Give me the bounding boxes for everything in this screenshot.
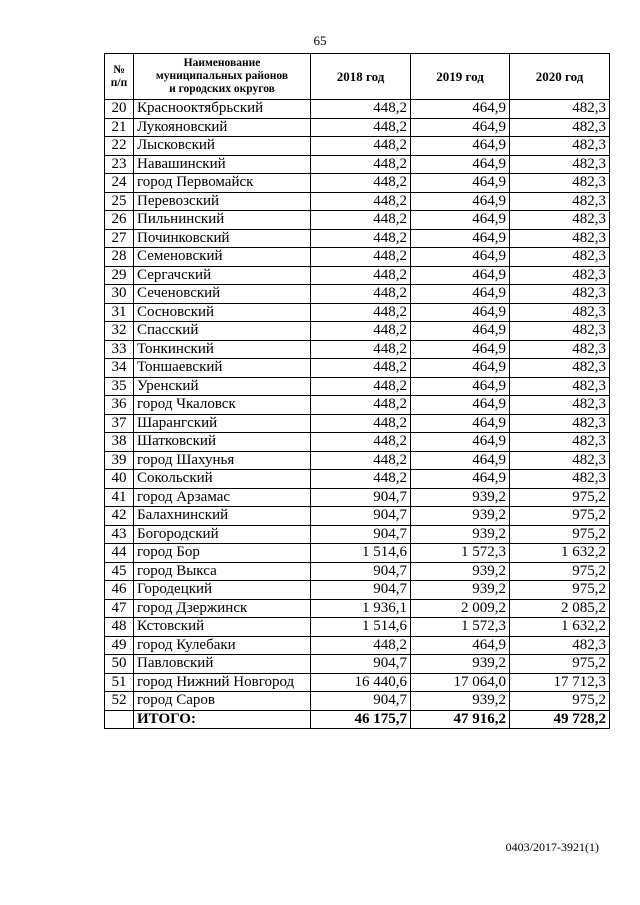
row-value-2020: 482,3 <box>510 451 610 470</box>
row-value-2018: 448,2 <box>311 137 411 156</box>
table-row <box>105 525 610 544</box>
row-value-2019: 464,9 <box>411 470 510 489</box>
row-name: Краснооктябрьский <box>134 100 311 119</box>
row-name: город Бор <box>134 544 311 563</box>
row-value-2018: 448,2 <box>311 377 411 396</box>
row-value-2020: 482,3 <box>510 137 610 156</box>
row-value-2018: 904,7 <box>311 488 411 507</box>
row-name: Семеновский <box>134 248 311 267</box>
row-value-2020: 1 632,2 <box>510 544 610 563</box>
row-value-2019: 464,9 <box>411 285 510 304</box>
header-2019: 2019 год <box>411 54 510 100</box>
row-number: 44 <box>105 544 134 563</box>
row-value-2019: 464,9 <box>411 396 510 415</box>
table-row <box>105 377 610 396</box>
row-value-2019: 1 572,3 <box>411 544 510 563</box>
table-row <box>105 100 610 119</box>
row-name: Балахнинский <box>134 507 311 526</box>
row-value-2018: 448,2 <box>311 155 411 174</box>
row-number: 23 <box>105 155 134 174</box>
row-value-2019: 464,9 <box>411 211 510 230</box>
row-number: 52 <box>105 692 134 711</box>
row-value-2019: 464,9 <box>411 433 510 452</box>
row-value-2020: 482,3 <box>510 470 610 489</box>
table-row <box>105 229 610 248</box>
total-row <box>105 710 610 729</box>
row-value-2018: 448,2 <box>311 285 411 304</box>
total-2019: 47 916,2 <box>411 710 510 729</box>
table-row <box>105 174 610 193</box>
row-number: 27 <box>105 229 134 248</box>
row-value-2019: 464,9 <box>411 192 510 211</box>
table-row <box>105 433 610 452</box>
row-number: 46 <box>105 581 134 600</box>
row-value-2018: 1 514,6 <box>311 544 411 563</box>
row-number: 42 <box>105 507 134 526</box>
row-value-2020: 482,3 <box>510 266 610 285</box>
row-value-2018: 448,2 <box>311 174 411 193</box>
table-row <box>105 137 610 156</box>
table-row <box>105 655 610 674</box>
row-name: город Дзержинск <box>134 599 311 618</box>
table-row <box>105 340 610 359</box>
row-value-2020: 975,2 <box>510 692 610 711</box>
row-number: 50 <box>105 655 134 674</box>
row-value-2020: 1 632,2 <box>510 618 610 637</box>
row-value-2020: 975,2 <box>510 507 610 526</box>
header-number: № п/п <box>105 54 134 100</box>
table-row <box>105 544 610 563</box>
row-value-2018: 904,7 <box>311 692 411 711</box>
row-number: 35 <box>105 377 134 396</box>
table-row <box>105 155 610 174</box>
table-row <box>105 266 610 285</box>
row-value-2018: 448,2 <box>311 266 411 285</box>
row-value-2019: 464,9 <box>411 636 510 655</box>
row-value-2018: 904,7 <box>311 507 411 526</box>
row-value-2018: 904,7 <box>311 581 411 600</box>
row-name: Городецкий <box>134 581 311 600</box>
row-name: город Выкса <box>134 562 311 581</box>
row-value-2020: 975,2 <box>510 562 610 581</box>
table-row <box>105 118 610 137</box>
row-number: 32 <box>105 322 134 341</box>
row-name: Сеченовский <box>134 285 311 304</box>
row-name: Уренский <box>134 377 311 396</box>
row-number: 41 <box>105 488 134 507</box>
row-value-2018: 448,2 <box>311 248 411 267</box>
table-row <box>105 507 610 526</box>
row-value-2018: 448,2 <box>311 414 411 433</box>
row-number: 38 <box>105 433 134 452</box>
row-name: Лукояновский <box>134 118 311 137</box>
row-number: 20 <box>105 100 134 119</box>
row-value-2018: 448,2 <box>311 100 411 119</box>
row-value-2020: 975,2 <box>510 525 610 544</box>
row-name: город Арзамас <box>134 488 311 507</box>
row-name: город Первомайск <box>134 174 311 193</box>
row-value-2020: 482,3 <box>510 285 610 304</box>
row-number: 43 <box>105 525 134 544</box>
row-value-2019: 464,9 <box>411 414 510 433</box>
table-row <box>105 285 610 304</box>
header-2020: 2020 год <box>510 54 610 100</box>
row-value-2019: 2 009,2 <box>411 599 510 618</box>
row-value-2018: 448,2 <box>311 322 411 341</box>
row-value-2018: 448,2 <box>311 470 411 489</box>
row-value-2020: 482,3 <box>510 155 610 174</box>
row-name: Кстовский <box>134 618 311 637</box>
table-row <box>105 414 610 433</box>
table-row <box>105 488 610 507</box>
row-value-2020: 482,3 <box>510 100 610 119</box>
row-value-2020: 482,3 <box>510 377 610 396</box>
row-value-2019: 464,9 <box>411 377 510 396</box>
row-number: 39 <box>105 451 134 470</box>
row-value-2018: 448,2 <box>311 433 411 452</box>
budget-table <box>104 53 610 729</box>
row-number: 25 <box>105 192 134 211</box>
row-value-2019: 464,9 <box>411 155 510 174</box>
row-value-2020: 975,2 <box>510 655 610 674</box>
row-name: Тонкинский <box>134 340 311 359</box>
row-value-2020: 482,3 <box>510 229 610 248</box>
row-number: 29 <box>105 266 134 285</box>
row-name: город Саров <box>134 692 311 711</box>
row-value-2019: 1 572,3 <box>411 618 510 637</box>
row-value-2018: 448,2 <box>311 229 411 248</box>
row-name: Павловский <box>134 655 311 674</box>
table-row <box>105 248 610 267</box>
row-value-2019: 939,2 <box>411 655 510 674</box>
row-value-2018: 448,2 <box>311 451 411 470</box>
table-row <box>105 581 610 600</box>
row-number: 30 <box>105 285 134 304</box>
row-value-2018: 448,2 <box>311 118 411 137</box>
table-row <box>105 359 610 378</box>
total-2018: 46 175,7 <box>311 710 411 729</box>
row-value-2019: 939,2 <box>411 692 510 711</box>
table-row <box>105 451 610 470</box>
row-value-2019: 939,2 <box>411 581 510 600</box>
row-value-2018: 1 936,1 <box>311 599 411 618</box>
row-value-2020: 482,3 <box>510 414 610 433</box>
row-value-2020: 482,3 <box>510 211 610 230</box>
row-number: 22 <box>105 137 134 156</box>
row-value-2018: 16 440,6 <box>311 673 411 692</box>
row-value-2019: 464,9 <box>411 174 510 193</box>
row-value-2020: 482,3 <box>510 396 610 415</box>
row-value-2018: 904,7 <box>311 525 411 544</box>
total-number-cell <box>105 710 134 729</box>
table-row <box>105 396 610 415</box>
row-number: 33 <box>105 340 134 359</box>
table-row <box>105 599 610 618</box>
row-value-2019: 464,9 <box>411 359 510 378</box>
row-name: Пильнинский <box>134 211 311 230</box>
row-name: Навашинский <box>134 155 311 174</box>
row-value-2020: 482,3 <box>510 174 610 193</box>
row-number: 28 <box>105 248 134 267</box>
row-name: Перевозский <box>134 192 311 211</box>
row-value-2020: 17 712,3 <box>510 673 610 692</box>
row-number: 34 <box>105 359 134 378</box>
row-value-2018: 448,2 <box>311 636 411 655</box>
row-value-2018: 448,2 <box>311 303 411 322</box>
row-name: Сосновский <box>134 303 311 322</box>
row-number: 24 <box>105 174 134 193</box>
row-name: Лысковский <box>134 137 311 156</box>
row-value-2020: 482,3 <box>510 248 610 267</box>
row-value-2020: 482,3 <box>510 192 610 211</box>
row-value-2020: 975,2 <box>510 488 610 507</box>
header-2018: 2018 год <box>311 54 411 100</box>
row-value-2020: 482,3 <box>510 359 610 378</box>
row-value-2018: 448,2 <box>311 359 411 378</box>
row-name: Спасский <box>134 322 311 341</box>
row-value-2018: 448,2 <box>311 340 411 359</box>
row-number: 37 <box>105 414 134 433</box>
row-name: город Кулебаки <box>134 636 311 655</box>
row-value-2019: 464,9 <box>411 118 510 137</box>
row-value-2019: 464,9 <box>411 100 510 119</box>
table-row <box>105 636 610 655</box>
row-number: 49 <box>105 636 134 655</box>
row-value-2018: 904,7 <box>311 562 411 581</box>
table-row <box>105 618 610 637</box>
row-name: город Шахунья <box>134 451 311 470</box>
row-number: 40 <box>105 470 134 489</box>
row-name: Сергачский <box>134 266 311 285</box>
table-row <box>105 211 610 230</box>
row-value-2019: 17 064,0 <box>411 673 510 692</box>
row-value-2019: 464,9 <box>411 322 510 341</box>
row-value-2020: 482,3 <box>510 636 610 655</box>
row-value-2018: 448,2 <box>311 192 411 211</box>
row-value-2019: 939,2 <box>411 562 510 581</box>
row-name: Тоншаевский <box>134 359 311 378</box>
row-value-2020: 482,3 <box>510 322 610 341</box>
row-number: 48 <box>105 618 134 637</box>
row-value-2019: 939,2 <box>411 525 510 544</box>
row-value-2020: 482,3 <box>510 118 610 137</box>
table-header-row <box>105 54 610 100</box>
table-row <box>105 303 610 322</box>
row-value-2019: 939,2 <box>411 488 510 507</box>
row-number: 26 <box>105 211 134 230</box>
table-row <box>105 322 610 341</box>
row-name: Богородский <box>134 525 311 544</box>
row-number: 51 <box>105 673 134 692</box>
table-row <box>105 192 610 211</box>
total-2020: 49 728,2 <box>510 710 610 729</box>
page-number: 65 <box>313 33 327 48</box>
row-number: 31 <box>105 303 134 322</box>
row-name: Починковский <box>134 229 311 248</box>
row-value-2019: 464,9 <box>411 340 510 359</box>
row-value-2019: 939,2 <box>411 507 510 526</box>
row-number: 45 <box>105 562 134 581</box>
row-value-2018: 448,2 <box>311 211 411 230</box>
table-row <box>105 562 610 581</box>
row-number: 47 <box>105 599 134 618</box>
row-value-2020: 482,3 <box>510 303 610 322</box>
total-label: ИТОГО: <box>134 710 311 729</box>
row-value-2019: 464,9 <box>411 248 510 267</box>
header-name: Наименование муниципальных районов и городских округов <box>134 54 311 100</box>
row-name: Шарангский <box>134 414 311 433</box>
row-value-2018: 1 514,6 <box>311 618 411 637</box>
row-name: Сокольский <box>134 470 311 489</box>
row-name: Шатковский <box>134 433 311 452</box>
row-value-2018: 448,2 <box>311 396 411 415</box>
row-number: 36 <box>105 396 134 415</box>
row-name: город Нижний Новгород <box>134 673 311 692</box>
row-value-2020: 2 085,2 <box>510 599 610 618</box>
row-value-2019: 464,9 <box>411 451 510 470</box>
table-row <box>105 470 610 489</box>
table-row <box>105 673 610 692</box>
row-value-2020: 482,3 <box>510 433 610 452</box>
row-number: 21 <box>105 118 134 137</box>
row-value-2019: 464,9 <box>411 303 510 322</box>
document-code: 0403/2017-3921(1) <box>505 840 599 854</box>
row-value-2020: 975,2 <box>510 581 610 600</box>
table-body <box>105 100 610 711</box>
row-value-2019: 464,9 <box>411 266 510 285</box>
row-value-2018: 904,7 <box>311 655 411 674</box>
table-row <box>105 692 610 711</box>
row-value-2019: 464,9 <box>411 137 510 156</box>
row-value-2020: 482,3 <box>510 340 610 359</box>
row-name: город Чкаловск <box>134 396 311 415</box>
row-value-2019: 464,9 <box>411 229 510 248</box>
